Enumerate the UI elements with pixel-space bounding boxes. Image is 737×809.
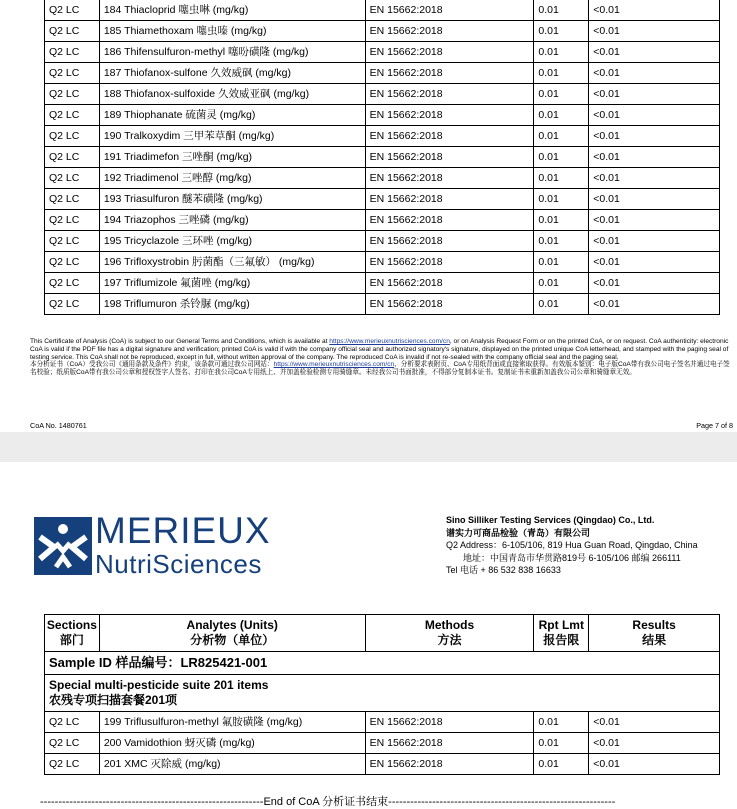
cell-result: <0.01 — [589, 42, 720, 63]
cell-analyte: 196 Trifloxystrobin 肟菌酯（三氟敏） (mg/kg) — [99, 252, 365, 273]
results-table-body-current — [45, 615, 720, 775]
company-name-en: Sino Silliker Testing Services (Qingdao) Co., Ltd. — [446, 515, 655, 525]
cell-result: <0.01 — [589, 126, 720, 147]
cell-method: EN 15662:2018 — [365, 105, 534, 126]
disclaimer-cn-part2: 、分析要求表附页、CoA专用纸背面或直接索取获得。有效版本鉴别：电子版CoA带有我公司电子签名并通过电子签名校验；纸质版CoA带有我公司公章和授权签字人签名、打印在我公司CoA专用纸上、并加盖检验检测专用骑缝章。未经我公司书面批准，不得部分复制本证书。复制证书未重新加盖我公司公章和骑缝章无效。 — [30, 361, 730, 377]
cell-result: <0.01 — [589, 294, 720, 315]
company-address-en: Q2 Address：6-105/106, 819 Hua Guan Road, Qingdao, China — [446, 540, 698, 550]
cell-rpt-lmt: 0.01 — [534, 63, 589, 84]
cell-method: EN 15662:2018 — [365, 0, 534, 21]
cell-method: EN 15662:2018 — [365, 42, 534, 63]
company-name-cn: 谱实力可商品检验（青岛）有限公司 — [446, 527, 591, 538]
table-row — [45, 273, 720, 294]
coa-number: CoA No. 1480761 — [30, 421, 87, 430]
header-analytes: Analytes (Units) 分析物（单位） — [99, 615, 365, 652]
cell-method: EN 15662:2018 — [365, 273, 534, 294]
cell-analyte: 199 Triflusulfuron-methyl 氟胺磺隆 (mg/kg) — [99, 712, 365, 733]
table-row — [45, 147, 720, 168]
cell-method: EN 15662:2018 — [365, 733, 534, 754]
table-row — [45, 168, 720, 189]
table-row — [45, 733, 720, 754]
header-sections: Sections 部门 — [45, 615, 100, 652]
table-row — [45, 105, 720, 126]
table-row — [45, 231, 720, 252]
cell-section: Q2 LC — [45, 147, 100, 168]
cell-rpt-lmt: 0.01 — [534, 754, 589, 775]
table-row — [45, 0, 720, 21]
cell-rpt-lmt: 0.01 — [534, 252, 589, 273]
cell-rpt-lmt: 0.01 — [534, 168, 589, 189]
cell-analyte: 200 Vamidothion 蚜灭磷 (mg/kg) — [99, 733, 365, 754]
suite-row — [45, 675, 720, 712]
table-row — [45, 42, 720, 63]
cell-section: Q2 LC — [45, 273, 100, 294]
cell-section: Q2 LC — [45, 733, 100, 754]
cell-section: Q2 LC — [45, 210, 100, 231]
cell-result: <0.01 — [589, 733, 720, 754]
cell-section: Q2 LC — [45, 63, 100, 84]
cell-result: <0.01 — [589, 210, 720, 231]
cell-rpt-lmt: 0.01 — [534, 273, 589, 294]
cell-section: Q2 LC — [45, 0, 100, 21]
cell-section: Q2 LC — [45, 21, 100, 42]
cell-method: EN 15662:2018 — [365, 210, 534, 231]
cell-analyte: 185 Thiamethoxam 噻虫嗪 (mg/kg) — [99, 21, 365, 42]
cell-analyte: 191 Triadimefon 三唑酮 (mg/kg) — [99, 147, 365, 168]
cell-section: Q2 LC — [45, 84, 100, 105]
cell-method: EN 15662:2018 — [365, 84, 534, 105]
cell-result: <0.01 — [589, 147, 720, 168]
cell-section: Q2 LC — [45, 294, 100, 315]
table-row — [45, 21, 720, 42]
logo-wordmark-nutrisciences: NutriSciences — [95, 549, 262, 579]
cell-method: EN 15662:2018 — [365, 189, 534, 210]
sample-id-row — [45, 652, 720, 675]
cell-method: EN 15662:2018 — [365, 126, 534, 147]
cell-section: Q2 LC — [45, 712, 100, 733]
cell-analyte: 195 Tricyclazole 三环唑 (mg/kg) — [99, 231, 365, 252]
company-info — [446, 514, 698, 577]
cell-result: <0.01 — [589, 189, 720, 210]
cell-rpt-lmt: 0.01 — [534, 42, 589, 63]
cell-result: <0.01 — [589, 105, 720, 126]
page-separator — [0, 432, 737, 462]
table-header-row — [45, 615, 720, 652]
cell-rpt-lmt: 0.01 — [534, 0, 589, 21]
terms-link[interactable]: https://www.merieuxnutrisciences.com/cn — [329, 338, 450, 345]
cell-result: <0.01 — [589, 273, 720, 294]
cell-rpt-lmt: 0.01 — [534, 210, 589, 231]
merieux-logo-icon — [34, 517, 92, 575]
cell-rpt-lmt: 0.01 — [534, 733, 589, 754]
company-tel: Tel 电话 + 86 532 838 16633 — [446, 565, 561, 575]
disclaimer-text — [30, 338, 730, 377]
cell-section: Q2 LC — [45, 42, 100, 63]
suite-title: Special multi-pesticide suite 201 items 农残专项扫描套餐201项 — [45, 675, 720, 712]
cell-result: <0.01 — [589, 63, 720, 84]
cell-analyte: 194 Triazophos 三唑磷 (mg/kg) — [99, 210, 365, 231]
cell-section: Q2 LC — [45, 105, 100, 126]
table-row — [45, 189, 720, 210]
cell-rpt-lmt: 0.01 — [534, 84, 589, 105]
table-row — [45, 754, 720, 775]
cell-method: EN 15662:2018 — [365, 252, 534, 273]
cell-result: <0.01 — [589, 84, 720, 105]
cell-analyte: 193 Triasulfuron 醚苯磺隆 (mg/kg) — [99, 189, 365, 210]
cell-result: <0.01 — [589, 754, 720, 775]
disclaimer-en-part2: , or on Analysis Request Form or on the printed CoA, or on request. CoA authenticity: electronic CoA is valid if the PDF file has a digital signature and verification; printed CoA is valid if with the company official seal and authorized signatory's signature, displayed on the printed unique CoA letterhead, and stamped with the paging seal of testing service. This CoA shall not be reproduced, except in full, without written approval of the company. The reproduced CoA is invalid if not re-sealed with the company official seal and the paging seal. — [30, 338, 729, 361]
sample-id: Sample ID 样品编号：LR825421-001 — [45, 652, 720, 675]
cell-rpt-lmt: 0.01 — [534, 126, 589, 147]
table-row — [45, 712, 720, 733]
results-table-body — [45, 0, 720, 315]
cell-rpt-lmt: 0.01 — [534, 105, 589, 126]
table-row — [45, 294, 720, 315]
company-address-cn: 地址：中国青岛市华贯路819号 6-105/106 邮编 266111 — [463, 552, 681, 563]
cell-rpt-lmt: 0.01 — [534, 231, 589, 252]
cell-result: <0.01 — [589, 0, 720, 21]
cell-analyte: 198 Triflumuron 杀铃脲 (mg/kg) — [99, 294, 365, 315]
cell-analyte: 192 Triadimenol 三唑醇 (mg/kg) — [99, 168, 365, 189]
table-row — [45, 252, 720, 273]
table-row — [45, 126, 720, 147]
cell-result: <0.01 — [589, 21, 720, 42]
cell-method: EN 15662:2018 — [365, 168, 534, 189]
cell-analyte: 186 Thifensulfuron-methyl 噻吩磺隆 (mg/kg) — [99, 42, 365, 63]
cell-analyte: 188 Thiofanox-sulfoxide 久效威亚砜 (mg/kg) — [99, 84, 365, 105]
cell-method: EN 15662:2018 — [365, 231, 534, 252]
cell-rpt-lmt: 0.01 — [534, 21, 589, 42]
cell-result: <0.01 — [589, 231, 720, 252]
cell-section: Q2 LC — [45, 126, 100, 147]
cell-analyte: 189 Thiophanate 硫菌灵 (mg/kg) — [99, 105, 365, 126]
cell-analyte: 187 Thiofanox-sulfone 久效威砜 (mg/kg) — [99, 63, 365, 84]
results-table — [44, 614, 720, 775]
page-number: Page 7 of 8 — [696, 421, 733, 430]
cell-analyte: 197 Triflumizole 氟菌唑 (mg/kg) — [99, 273, 365, 294]
cell-analyte: 190 Tralkoxydim 三甲苯草酮 (mg/kg) — [99, 126, 365, 147]
cell-method: EN 15662:2018 — [365, 147, 534, 168]
cell-analyte: 184 Thiacloprid 噻虫啉 (mg/kg) — [99, 0, 365, 21]
header-rpt-lmt: Rpt Lmt 报告限 — [534, 615, 589, 652]
results-table-continued — [44, 0, 720, 315]
cell-method: EN 15662:2018 — [365, 712, 534, 733]
cell-section: Q2 LC — [45, 189, 100, 210]
cell-method: EN 15662:2018 — [365, 63, 534, 84]
cell-result: <0.01 — [589, 252, 720, 273]
cell-result: <0.01 — [589, 712, 720, 733]
cell-result: <0.01 — [589, 168, 720, 189]
logo-wordmark-merieux: MERIEUX — [95, 510, 271, 551]
end-of-coa: -------------------------------------------------------------End of CoA 分析证书结束-------------------------------------------------------------- — [40, 796, 616, 808]
cell-section: Q2 LC — [45, 231, 100, 252]
table-row — [45, 210, 720, 231]
header-results: Results 结果 — [589, 615, 720, 652]
table-row — [45, 84, 720, 105]
cell-section: Q2 LC — [45, 252, 100, 273]
cell-method: EN 15662:2018 — [365, 21, 534, 42]
cell-analyte: 201 XMC 灭除威 (mg/kg) — [99, 754, 365, 775]
table-row — [45, 63, 720, 84]
cell-method: EN 15662:2018 — [365, 754, 534, 775]
cell-rpt-lmt: 0.01 — [534, 147, 589, 168]
cell-section: Q2 LC — [45, 168, 100, 189]
disclaimer-en-part1: This Certificate of Analysis (CoA) is subject to our General Terms and Conditions, which is available at — [30, 338, 330, 345]
disclaimer-cn-part1: 本分析证书（CoA）受我公司《通用条款及条件》约束，该条款可通过我公司网站： — [30, 361, 274, 369]
cell-method: EN 15662:2018 — [365, 294, 534, 315]
cell-rpt-lmt: 0.01 — [534, 712, 589, 733]
cell-rpt-lmt: 0.01 — [534, 294, 589, 315]
cell-section: Q2 LC — [45, 754, 100, 775]
header-methods: Methods 方法 — [365, 615, 534, 652]
terms-link-cn[interactable]: https://www.merieuxnutrisciences.com/cn — [273, 361, 395, 369]
cell-rpt-lmt: 0.01 — [534, 189, 589, 210]
